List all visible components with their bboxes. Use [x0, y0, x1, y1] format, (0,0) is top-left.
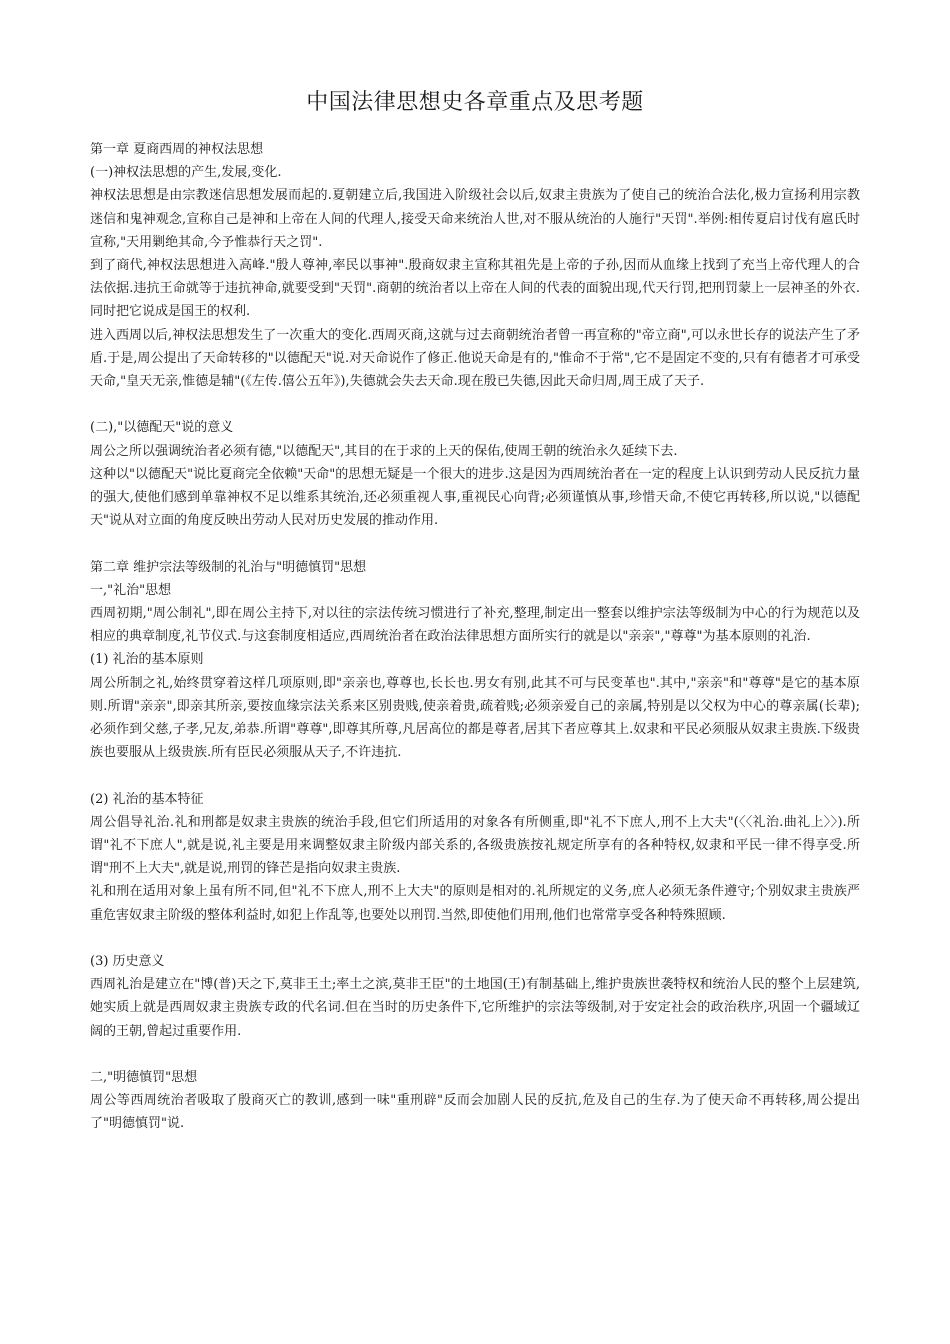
chapter-1-heading: 第一章 夏商西周的神权法思想	[90, 142, 264, 157]
paragraph: 周公倡导礼治.礼和刑都是奴隶主贵族的统治手段,但它们所适用的对象各有所侧重,即"礼不下庶人,刑不上大夫"(〈〈礼治.曲礼上〉〉).所谓"礼不下庶人",就是说,礼主要是用来调整奴隶主阶级内部关系的,各级贵族按礼规定所享有的各种特权,奴隶和平民一律不得享受.所谓"刑不上大夫",就是说,刑罚的锋芒是指向奴隶主贵族.	[90, 814, 860, 877]
document-page	[90, 88, 860, 1136]
blank-line	[90, 927, 860, 950]
section-heading: 一,"礼治"思想	[90, 582, 172, 598]
blank-line	[90, 1043, 860, 1066]
blank-line	[90, 532, 860, 555]
paragraph: 西周初期,"周公制礼",即在周公主持下,对以往的宗法传统习惯进行了补充,整理,制定出一整套以维护宗法等级制为中心的行为规范以及相应的典章制度,礼节仪式.与这套制度相适应,西周统治者在政治法律思想方面所实行的就是以"亲亲","尊尊"为基本原则的礼治.	[90, 606, 860, 645]
paragraph: 周公等西周统治者吸取了殷商灭亡的教训,感到一味"重刑辟"反而会加剧人民的反抗,危及自己的生存.为了使天命不再转移,周公提出了"明德慎罚"说.	[90, 1093, 860, 1132]
document-body	[90, 138, 860, 1136]
chapter-2-heading: 第二章 维护宗法等级制的礼治与"明德慎罚"思想	[90, 559, 367, 575]
subsection-heading: (2) 礼治的基本特征	[90, 791, 204, 807]
section-heading: 二,"明德慎罚"思想	[90, 1070, 198, 1086]
paragraph: 进入西周以后,神权法思想发生了一次重大的变化.西周灭商,这就与过去商朝统治者曾一再宣称的"帝立商",可以永世长存的说法产生了矛盾.于是,周公提出了天命转移的"以德配天"说.对天命说作了修正.他说天命是有的,"惟命不于常",它不是固定不变的,只有有德者才可承受天命,"皇天无亲,惟德是辅"(《左传.僖公五年》),失德就会失去天命.现在殷已失德,因此天命归周,周王成了天子.	[90, 327, 860, 390]
blank-line	[90, 393, 860, 416]
section-heading: (二),"以德配天"说的意义	[90, 420, 234, 436]
paragraph: 神权法思想是由宗教迷信思想发展而起的.夏朝建立后,我国进入阶级社会以后,奴隶主贵族为了使自己的统治合法化,极力宣扬利用宗教迷信和鬼神观念,宣称自己是神和上帝在人间的代理人,接受天命来统治人世,对不服从统治的人施行"天罚".举例:相传夏启讨伐有扈氏时宣称,"天用剿绝其命,今予惟恭行天之罚".	[90, 188, 860, 250]
blank-line	[90, 764, 860, 787]
document-title: 中国法律思想史各章重点及思考题	[306, 90, 644, 115]
subsection-heading: (3) 历史意义	[90, 954, 165, 970]
section-heading: (一)神权法思想的产生,发展,变化.	[90, 165, 282, 181]
paragraph: 到了商代,神权法思想进入高峰."殷人尊神,率民以事神".殷商奴隶主宣称其祖先是上帝的子孙,因而从血缘上找到了充当上帝代理人的合法依据.违抗王命就等于违抗神命,就要受到"天罚".商朝的统治者以上帝在人间的代表的面貌出现,代天行罚,把刑罚蒙上一层神圣的外衣.同时把它说成是国王的权利.	[90, 258, 860, 320]
paragraph: 周公所制之礼,始终贯穿着这样几项原则,即"亲亲也,尊尊也,长长也.男女有别,此其不可与民变革也".其中,"亲亲"和"尊尊"是它的基本原则.所谓"亲亲",即亲其所亲,要按血缘宗法关系来区别贵贱,使亲着贵,疏着贱;必须亲爱自己的亲属,特别是以父权为中心的尊亲属(长辈);必须作到父慈,子孝,兄友,弟恭.所谓"尊尊",即尊其所尊,凡居高位的都是尊者,居其下者应尊其上.奴隶和平民必须服从奴隶主贵族.下级贵族也要服从上级贵族.所有臣民必须服从天子,不许违抗.	[90, 675, 860, 761]
paragraph: 西周礼治是建立在"博(普)天之下,莫非王土;率土之滨,莫非王臣"的土地国(王)有制基础上,维护贵族世袭特权和统治人民的整个上层建筑,她实质上就是西周奴隶主贵族专政的代名词.但在当时的历史条件下,它所维护的宗法等级制,对于安定社会的政治秩序,巩固一个疆域辽阔的王朝,曾起过重要作用.	[90, 977, 860, 1039]
paragraph: 周公之所以强调统治者必须有德,"以德配天",其目的在于求的上天的保佑,使周王朝的统治永久延续下去.	[90, 443, 678, 459]
subsection-heading: (1) 礼治的基本原则	[90, 652, 204, 668]
paragraph: 礼和刑在适用对象上虽有所不同,但"礼不下庶人,刑不上大夫"的原则是相对的.礼所规定的义务,庶人必须无条件遵守;个别奴隶主贵族严重危害奴隶主阶级的整体利益时,如犯上作乱等,也要处以刑罚.当然,即使他们用刑,他们也常常享受各种特殊照顾.	[90, 884, 860, 923]
paragraph: 这种以"以德配天"说比夏商完全依赖"天命"的思想无疑是一个很大的进步.这是因为西周统治者在一定的程度上认识到劳动人民反抗力量的强大,使他们感到单靠神权不足以维系其统治,还必须重视人事,重视民心向背;必须谨慎从事,珍惜天命,不使它再转移,所以说,"以德配天"说从对立面的角度反映出劳动人民对历史发展的推动作用.	[90, 466, 860, 529]
